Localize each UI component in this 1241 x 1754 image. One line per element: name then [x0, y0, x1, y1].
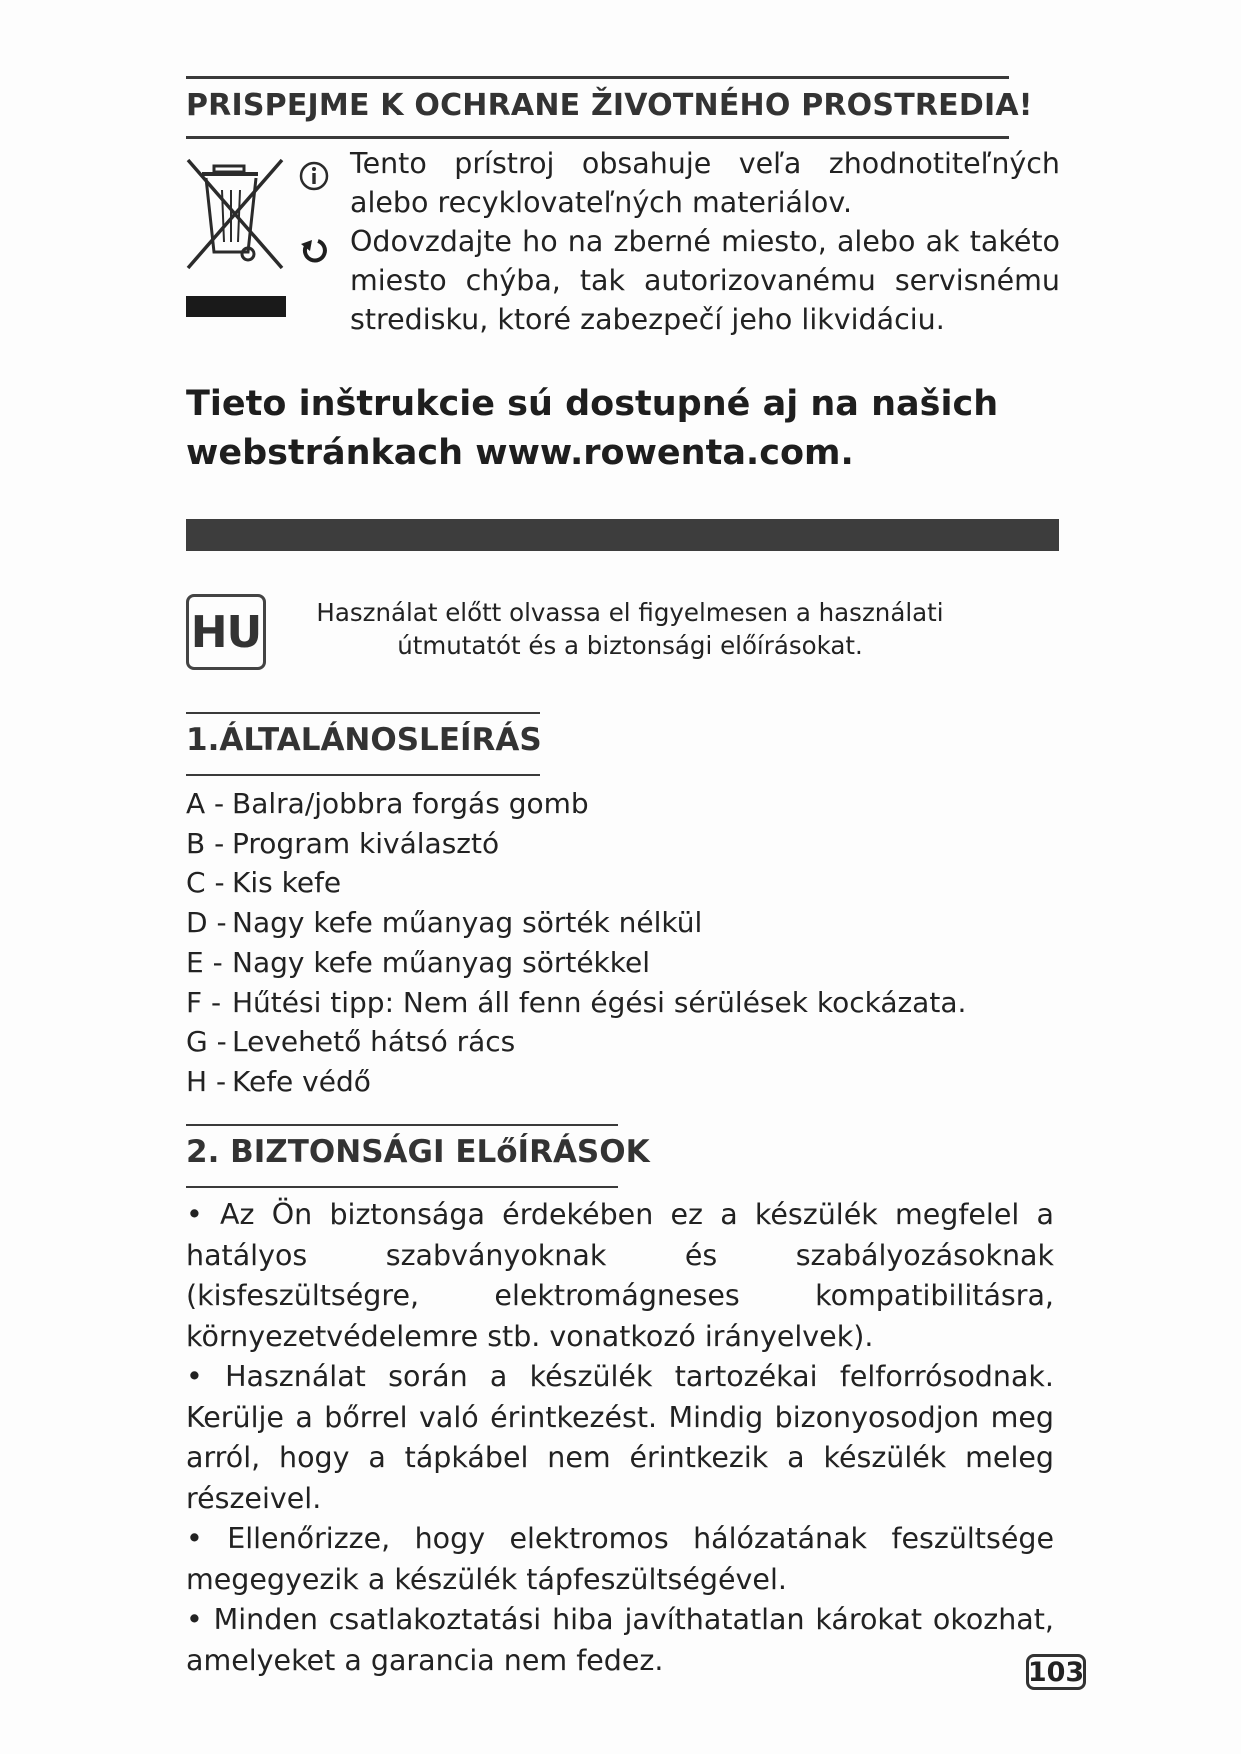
- list-item: A - Balra/jobbra forgás gomb: [186, 787, 589, 820]
- list-item: F - Hűtési tipp: Nem áll fenn égési sérülések kockázata.: [186, 985, 967, 1019]
- web-instructions-note: Tieto inštrukcie sú dostupné aj na našich webstránkach www.rowenta.com.: [186, 384, 999, 473]
- list-item: E - Nagy kefe műanyag sörtékkel: [186, 945, 650, 979]
- list-item: G - Levehető hátsó rács: [186, 1025, 516, 1059]
- general-bottom-rule: [186, 774, 540, 776]
- list-item: C - Kis kefe: [186, 866, 342, 900]
- safety-paragraph: • Ellenőrizze, hogy elektromos hálózatának feszültsége megegyezik a készülék tápfeszültségével.: [186, 1522, 1054, 1596]
- env-bottom-rule: [186, 136, 1009, 139]
- env-disposal-text: Odovzdajte ho na zberné miesto, alebo ak takéto miesto chýba, tak autorizovanému servisnému stredisku, ktoré zabezpečí jeho likvidáciu.: [350, 225, 1060, 336]
- section-divider-bar: [186, 519, 1059, 551]
- return-arrow-icon: [298, 234, 330, 266]
- weee-black-bar: [186, 296, 286, 317]
- list-item: D - Nagy kefe műanyag sörték nélkül: [186, 906, 703, 940]
- safety-paragraphs: [186, 1195, 1054, 1681]
- general-top-rule: [186, 712, 540, 714]
- safety-top-rule: [186, 1124, 618, 1126]
- crossed-out-bin-icon: [184, 156, 288, 274]
- env-recyclable-text: Tento prístroj obsahuje veľa zhodnotiteľných alebo recyklovateľných materiálov.: [350, 147, 1060, 219]
- safety-paragraph: • Az Ön biztonsága érdekében ez a készülék megfelel a hatályos szabványoknak és szabályozásoknak (kisfeszültségre, elektromágneses kompatibilitásra, környezetvédelemre stb. vonatkozó irányelvek).: [186, 1198, 1054, 1353]
- safety-paragraph: • Használat során a készülék tartozékai felforrósodnak. Kerülje a bőrrel való érintkezést. Mindig bizonyosodjon meg arról, hogy a tápkábel nem érintkezik a készülék meleg részeivel.: [186, 1360, 1054, 1515]
- safety-paragraph: • Minden csatlakoztatási hiba javíthatatlan károkat okozhat, amelyeket a garancia nem fedez.: [186, 1603, 1054, 1677]
- safety-instructions-title: 2. BIZTONSÁGI ELőÍRÁSOK: [186, 1134, 650, 1170]
- page-number: 103: [1026, 1654, 1086, 1690]
- env-title: PRISPEJME K OCHRANE ŽIVOTNÉHO PROSTREDIA!: [186, 88, 1033, 123]
- safety-bottom-rule: [186, 1186, 618, 1188]
- read-instructions-intro: [300, 596, 960, 662]
- info-icon: [298, 160, 330, 192]
- intro-line-1: Használat előtt olvassa el figyelmesen a használati: [316, 598, 944, 627]
- parts-list: [186, 784, 966, 1102]
- list-item: H - Kefe védő: [186, 1064, 371, 1098]
- env-top-rule: [186, 76, 1009, 79]
- intro-line-2: útmutatót és a biztonsági előírásokat.: [397, 631, 863, 660]
- language-code-badge: HU: [186, 594, 266, 670]
- general-description-title: 1.ÁLTALÁNOSLEÍRÁS: [186, 722, 542, 758]
- list-item: B - Program kiválasztó: [186, 826, 500, 860]
